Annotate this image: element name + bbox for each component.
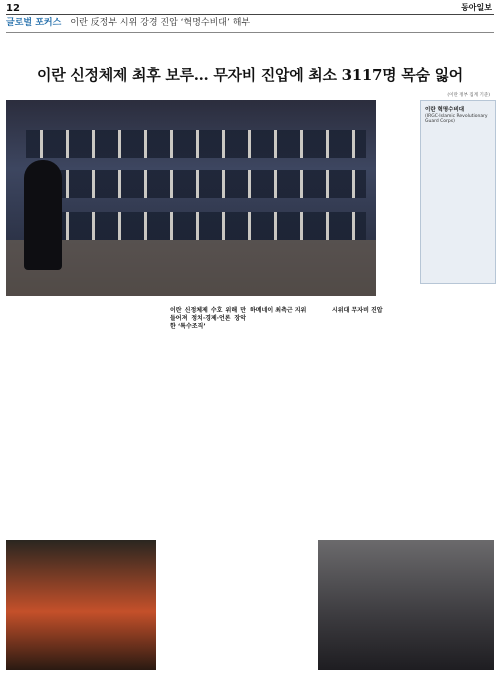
article-column-4 — [250, 305, 327, 685]
section-header — [6, 17, 494, 30]
photo-caption — [210, 245, 370, 289]
subhead-1: 이란 신정체제 수호 위해 만들어져 정치·경제·언론 장악한 ‘특수조직’ — [170, 307, 246, 330]
photo-row-middle — [26, 170, 366, 198]
photo-row-front — [26, 212, 366, 240]
info-box-title: 이란 혁명수비대 — [425, 107, 465, 113]
newspaper-logo: 동아일보 — [461, 3, 492, 12]
section-title: 이란 反정부 시위 강경 진압 ‘혁명수비대’ 해부 — [70, 18, 251, 28]
section-rule — [6, 32, 494, 33]
article-column-3 — [170, 305, 246, 685]
subhead-2: 하메네이 최측근 지위 — [250, 307, 307, 314]
page-number: 12 — [6, 3, 20, 14]
subhead-3: 시위대 무자비 진압 — [332, 307, 383, 314]
funeral-photo — [318, 540, 494, 670]
headline-note: (이란 정부 집계 기준) — [447, 93, 490, 98]
info-box — [420, 100, 496, 284]
protest-photo — [6, 540, 156, 670]
photo-leader-figure — [24, 160, 62, 270]
header-rule — [6, 14, 494, 15]
main-headline: 이란 신정체제 최후 보루… 무자비 진압에 최소 3117명 목숨 잃어 — [37, 66, 463, 84]
info-box-subtitle: (IRGC·Islamic Revolutionary Guard Corps) — [425, 114, 488, 124]
photo-row-back — [26, 130, 366, 158]
section-kicker: 글로벌 포커스 — [6, 18, 62, 28]
